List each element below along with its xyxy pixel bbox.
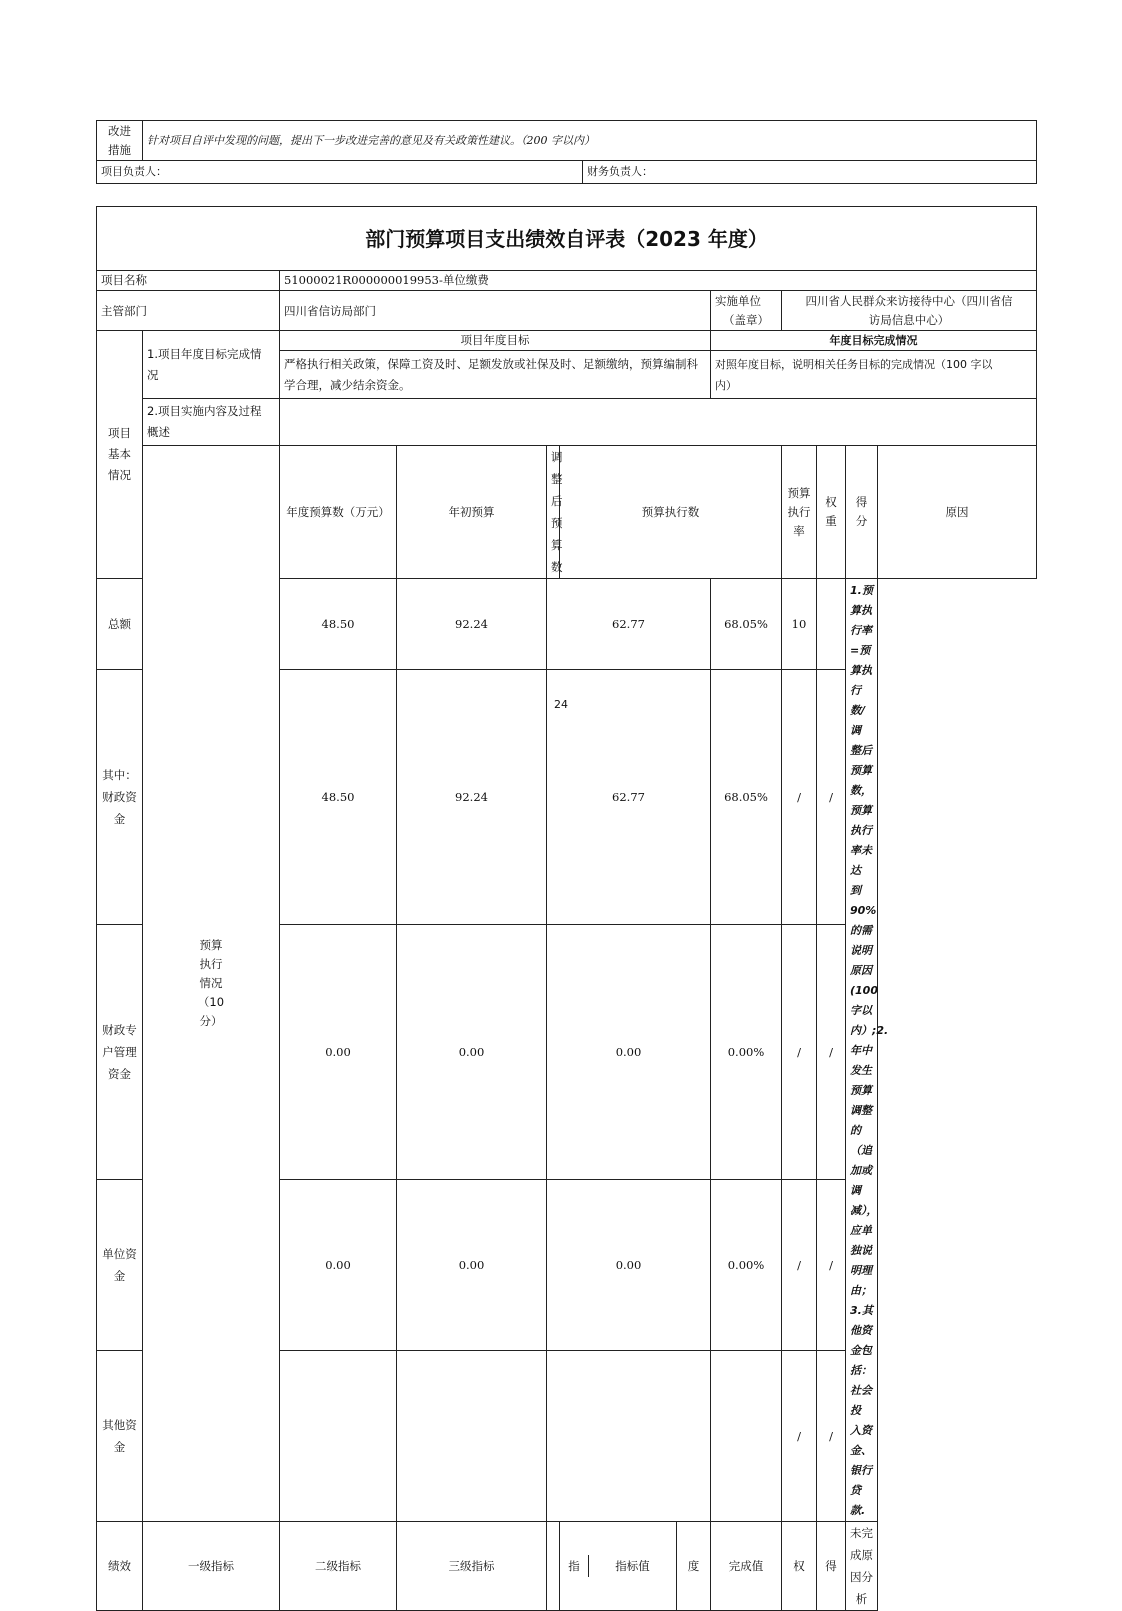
goal-row-label [143, 331, 280, 399]
budget-header-score-line1: 得 [855, 495, 868, 509]
goal-text [280, 351, 711, 399]
budget-row-executed: 62.77 [547, 670, 711, 925]
reason-line: 到 90%的需说明原因(100 字以 [850, 884, 878, 1017]
reason-line: 1.预算执行率=预算执行数/调 [850, 584, 873, 737]
budget-label-line5: 分） [199, 1014, 223, 1028]
budget-header-initial: 年初预算 [397, 446, 547, 579]
impl-unit-value [782, 291, 1037, 331]
perf-level1: 一级指标 [143, 1522, 280, 1611]
budget-row-initial: 0.00 [280, 1179, 397, 1350]
budget-row-rate [711, 1350, 782, 1521]
perf-value [560, 1522, 677, 1611]
budget-row-initial: 48.50 [280, 670, 397, 925]
impl-content-label-line2: 概述 [147, 425, 170, 439]
perf-idx [547, 1522, 560, 1611]
budget-row-initial [280, 1350, 397, 1521]
goal-text-line1: 严格执行相关政策，保障工资及时、足额发放或社保及时、足额缴纳，预算编制科 [284, 356, 698, 371]
performance-form-table [96, 206, 1037, 1611]
impl-unit-label-line1: 实施单位 [715, 293, 761, 308]
budget-row-label: 其他资金 [97, 1350, 143, 1521]
goal-header: 项目年度目标 [280, 331, 711, 351]
improve-label-line2: 措施 [108, 142, 131, 157]
perf-deg: 度 [677, 1522, 711, 1611]
impl-unit-label-line2: （盖章） [723, 312, 769, 327]
budget-header-rate-line2: 率 [793, 523, 805, 538]
budget-row-executed: 0.00 [547, 925, 711, 1180]
project-name-value: 51000021R000000019953-单位缴费 [280, 271, 1037, 291]
budget-row-score: / [817, 670, 846, 925]
budget-row-score: / [817, 1179, 846, 1350]
improve-text: 针对项目自评中发现的问题，提出下一步改进完善的意见及有关政策性建议。（200 字以内） [143, 121, 1037, 161]
form-title: 部门预算项目支出绩效自评表（2023 年度） [97, 207, 1037, 271]
budget-header-score [846, 446, 878, 579]
budget-row-initial: 0.00 [280, 925, 397, 1180]
goal-row-label-line1: 1.项目年度目标完成情 [147, 346, 262, 361]
budget-row-rate: 0.00% [711, 1179, 782, 1350]
budget-row-executed: 62.77 [547, 579, 711, 670]
finance-leader-label: 财务负责人： [583, 161, 1037, 184]
budget-header-reason: 原因 [878, 446, 1037, 579]
budget-header-adjusted: 调整后预算数 [547, 446, 560, 579]
budget-row-score: / [817, 1350, 846, 1521]
project-leader-label: 项目负责人： [97, 161, 583, 184]
budget-row-weight: / [782, 1179, 817, 1350]
reason-line: （追加或调减），应单独说明理 [850, 1144, 878, 1277]
budget-row-adjusted: 92.24 [397, 670, 547, 925]
project-name-label: 项目名称 [97, 271, 280, 291]
basic-info-label-line3: 情况 [108, 468, 131, 482]
budget-row-initial: 48.50 [280, 579, 397, 670]
budget-row-score [817, 579, 846, 670]
budget-reason-note [846, 579, 889, 1522]
budget-row-weight: 10 [782, 579, 817, 670]
reason-line: 整后预算数，预算执行率未达 [850, 744, 872, 877]
budget-section-label [143, 446, 280, 1522]
page-number: 24 [554, 698, 568, 711]
budget-header-rate-line1: 预算执行 [787, 485, 811, 519]
budget-row-label: 其中：财政资金 [97, 670, 143, 925]
reason-line: 内）;2.年中发生预算调整的 [850, 1024, 889, 1137]
reason-line: 由；3.其他资金包括：社会投 [850, 1284, 873, 1417]
perf-level2: 二级指标 [280, 1522, 397, 1611]
perf-idx-char: 指 [560, 1555, 589, 1577]
budget-row-executed: 0.00 [547, 1179, 711, 1350]
budget-row-weight: / [782, 925, 817, 1180]
budget-header-weight-line1: 权 [825, 495, 837, 509]
basic-info-label-line2: 基本 [108, 447, 131, 461]
goal-done-text-line1: 对照年度目标，说明相关任务目标的完成情况（100 字以 [715, 357, 993, 371]
budget-header-weight-line2: 重 [825, 514, 837, 528]
budget-row-weight: / [782, 670, 817, 925]
improve-label-cell [97, 121, 143, 161]
impl-unit-label [711, 291, 782, 331]
budget-row-adjusted: 0.00 [397, 1179, 547, 1350]
goal-done-text [711, 351, 1037, 399]
dept-label: 主管部门 [97, 291, 280, 331]
budget-row-label: 总额 [97, 579, 143, 670]
impl-content-value [280, 399, 1037, 446]
perf-score: 得 [817, 1522, 846, 1611]
budget-header-executed: 预算执行数 [560, 446, 782, 579]
goal-done-text-line2: 内） [715, 378, 737, 392]
basic-info-label-line1: 项目 [108, 426, 131, 440]
budget-row-score: / [817, 925, 846, 1180]
impl-content-label [143, 399, 280, 446]
perf-value-label: 指标值 [615, 1559, 650, 1573]
perf-level3: 三级指标 [397, 1522, 547, 1611]
perf-weight: 权 [782, 1522, 817, 1611]
budget-header-rate [782, 446, 817, 579]
budget-row-adjusted [397, 1350, 547, 1521]
budget-header-weight [817, 446, 846, 579]
goal-done-header: 年度目标完成情况 [711, 331, 1037, 351]
perf-done: 完成值 [711, 1522, 782, 1611]
goal-row-label-line2: 况 [147, 367, 159, 382]
impl-unit-value-line2: 访局信息中心） [868, 312, 950, 327]
improvement-table [96, 120, 1037, 184]
perf-label: 绩效 [97, 1522, 143, 1611]
budget-header-score-line2: 分 [855, 514, 868, 528]
basic-info-label [97, 331, 143, 579]
budget-row-label: 财政专户管理资金 [97, 925, 143, 1180]
budget-label-line2: 执行 [199, 957, 223, 971]
dept-value: 四川省信访局部门 [280, 291, 711, 331]
budget-row-adjusted: 0.00 [397, 925, 547, 1180]
impl-unit-value-line1: 四川省人民群众来访接待中心（四川省信 [805, 293, 1013, 308]
budget-row-label: 单位资金 [97, 1179, 143, 1350]
budget-label-line1: 预算 [199, 938, 223, 952]
budget-row-rate: 0.00% [711, 925, 782, 1180]
perf-unfinished: 未完成原因分析 [846, 1522, 878, 1611]
budget-row-rate: 68.05% [711, 670, 782, 925]
budget-row-executed [547, 1350, 711, 1521]
budget-row-weight: / [782, 1350, 817, 1521]
budget-label-line3: 情况 [199, 976, 223, 990]
budget-header-amount: 年度预算数（万元） [280, 446, 397, 579]
budget-row-rate: 68.05% [711, 579, 782, 670]
goal-text-line2: 学合理，减少结余资金。 [284, 377, 411, 392]
improve-label-line1: 改进 [108, 123, 131, 138]
impl-content-label-line1: 2.项目实施内容及过程 [147, 404, 262, 418]
budget-label-line4: （10 [197, 995, 225, 1009]
budget-row-adjusted: 92.24 [397, 579, 547, 670]
reason-line: 入资金、银行贷款. [850, 1424, 872, 1517]
